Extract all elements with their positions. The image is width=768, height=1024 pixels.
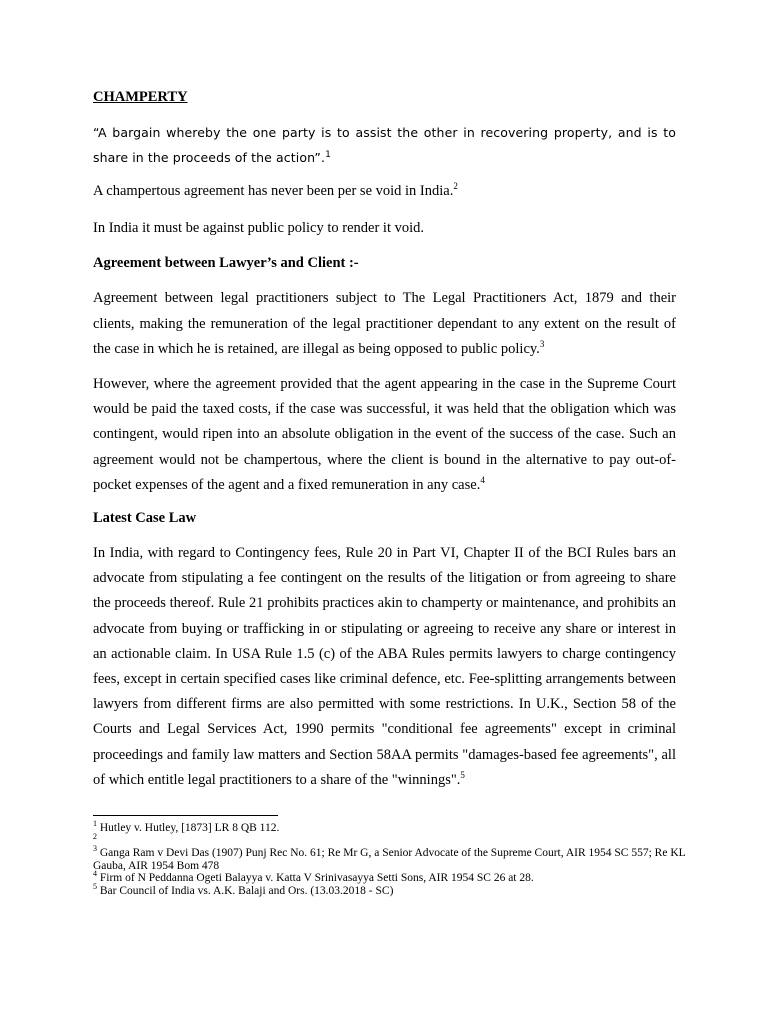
footnotes-section <box>93 815 693 898</box>
footnote-3 <box>93 844 693 872</box>
paragraph-champertous-text: A champertous agreement has never been per se void in India. <box>93 183 454 199</box>
footnote-ref-1[interactable]: 1 <box>325 149 331 160</box>
section-heading-case-law: Latest Case Law <box>93 510 197 527</box>
footnote-4 <box>93 869 693 885</box>
page-title: CHAMPERTY <box>93 89 188 105</box>
footnote-number: 3 <box>93 844 97 854</box>
footnote-text: Ganga Ram v Devi Das (1907) Punj Rec No. 61; Re Mr G, a Senior Advocate of the Supreme Court, AIR 1954 SC 557; Re KL Gauba, AIR 1954 Bom 478 <box>93 847 686 872</box>
footnote-text: Firm of N Peddanna Ogeti Balayya v. Katta V Srinivasayya Setti Sons, AIR 1954 SC 26 at 28. <box>99 872 534 885</box>
footnote-text: Hutley v. Hutley, [1873] LR 8 QB 112. <box>99 822 280 834</box>
paragraph-however <box>93 372 676 498</box>
footnote-text: Bar Council of India vs. A.K. Balaji and Ors. (13.03.2018 - SC) <box>99 884 394 897</box>
footnote-number: 1 <box>93 819 97 829</box>
definition-quote <box>93 120 676 170</box>
footnote-divider <box>93 815 278 816</box>
footnote-5 <box>93 882 693 898</box>
footnote-ref-2[interactable]: 2 <box>453 181 458 192</box>
footnote-ref-5[interactable]: 5 <box>460 770 465 781</box>
paragraph-case-law <box>93 541 676 793</box>
footnote-ref-4[interactable]: 4 <box>480 475 485 485</box>
paragraph-agreement <box>93 286 676 362</box>
paragraph-case-law-text: In India, with regard to Contingency fees, Rule 20 in Part VI, Chapter II of the BCI Rules bars an advocate from stipulating a fee contingent on the results of the litigation or from agreeing to share the proceeds thereof. Rule 21 prohibits practices akin to champerty or maintenance, and prohibits an advocate from buying or trafficking in or stipulating or agreeing to receive any share or interest in an actionable claim. In USA Rule 1.5 (c) of the ABA Rules permits lawyers to charge contingency fees, except in certain specified cases like criminal defence, etc. Fee-splitting arrangements between lawyers from different firms are also permitted with some restrictions. In U.K., Section 58 of the Courts and Legal Services Act, 1990 permits "conditional fee agreements" except in criminal proceedings and family law matters and Section 58AA permits "damages-based fee agreements", all of which entitle legal practitioners to a share of the "winnings". <box>93 545 676 788</box>
footnote-number: 5 <box>93 882 97 892</box>
footnote-number: 4 <box>93 869 97 879</box>
section-heading-agreement: Agreement between Lawyer’s and Client :- <box>93 255 359 272</box>
footnote-ref-3[interactable]: 3 <box>539 338 545 349</box>
footnote-number: 2 <box>93 831 97 841</box>
paragraph-champertous <box>93 179 676 204</box>
footnote-2 <box>93 831 693 848</box>
definition-text: “A bargain whereby the one party is to assist the other in recovering property, and is to share in the proceeds of the action”. <box>93 125 676 165</box>
footnote-1 <box>93 819 693 835</box>
paragraph-however-text: However, where the agreement provided that the agent appearing in the case in the Supreme Court would be paid the taxed costs, if the case was successful, it was held that the obligation which was contingent, would ripen into an absolute obligation in the event of the success of the case. Such an agreement would not be champertous, where the client is bound in the alternative to pay out-of-pocket expenses of the agent and a fixed remuneration in any case. <box>93 376 676 493</box>
paragraph-public-policy: In India it must be against public policy to render it void. <box>93 220 425 237</box>
paragraph-agreement-text: Agreement between legal practitioners subject to The Legal Practitioners Act, 1879 and their clients, making the remuneration of the legal practitioner dependant to any extent on the result of the case in which he is retained, are illegal as being opposed to public policy. <box>93 290 676 357</box>
